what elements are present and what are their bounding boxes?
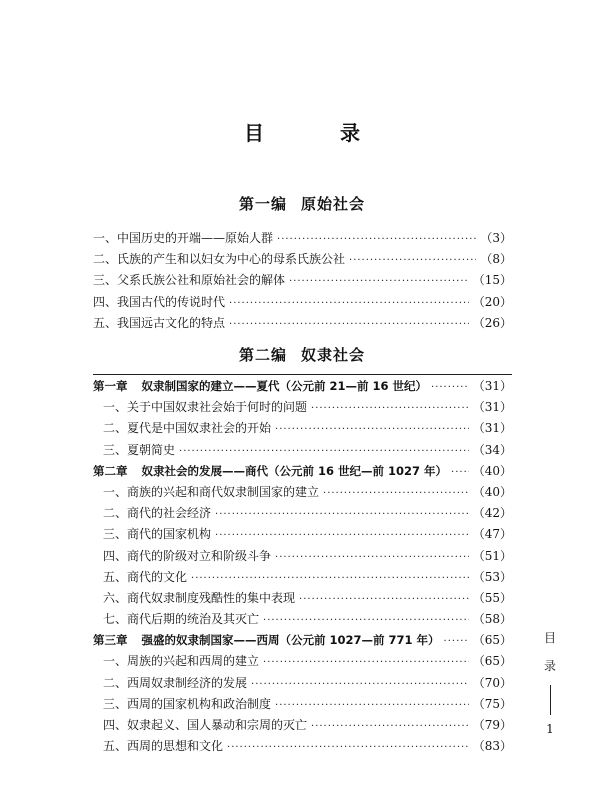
part1-name: 原始社会	[301, 195, 366, 213]
section-entry[interactable]: 二、商代的社会经济 ····· （42）	[93, 503, 512, 524]
page-title: 目 录	[244, 121, 388, 145]
section-entry[interactable]: 七、商代后期的统治及其灭亡 ····· （58）	[93, 609, 512, 630]
chapter-entry[interactable]: 第二章 奴隶社会的发展——商代（公元前 16 世纪—前 1027 年） ····· （40）	[93, 461, 512, 482]
toc-entry[interactable]: 四、我国古代的传说时代 ····· （20）	[93, 292, 512, 313]
part1-list	[93, 228, 512, 334]
part2-name: 奴隶社会	[301, 346, 366, 364]
section-entry[interactable]: 四、商代的阶级对立和阶级斗争 ····· （51）	[93, 546, 512, 567]
toc-entry[interactable]: 二、氏族的产生和以妇女为中心的母系氏族公社 ····· （8）	[93, 249, 512, 270]
section-entry[interactable]: 六、商代奴隶制度残酷性的集中表现 ····· （55）	[93, 588, 512, 609]
section-entry[interactable]: 三、夏朝简史 ····· （34）	[93, 440, 512, 461]
section-entry[interactable]: 一、关于中国奴隶社会始于何时的问题 ····· （31）	[93, 397, 512, 418]
part1-heading	[0, 193, 604, 214]
section-entry[interactable]: 五、商代的文化 ····· （53）	[93, 567, 512, 588]
toc-entry[interactable]: 五、我国远古文化的特点 ····· （26）	[93, 313, 512, 334]
section-entry[interactable]: 一、商族的兴起和商代奴隶制国家的建立 ····· （40）	[93, 482, 512, 503]
section-entry[interactable]: 四、奴隶起义、国人暴动和宗周的灭亡 ····· （79）	[93, 715, 512, 736]
section-entry[interactable]: 三、西周的国家机构和政治制度 ····· （75）	[93, 694, 512, 715]
section-entry[interactable]: 二、西周奴隶制经济的发展 ····· （70）	[93, 673, 512, 694]
page-number: 1	[546, 722, 554, 736]
side-running-head: 目 录	[543, 631, 556, 673]
toc-entry[interactable]: 三、父系氏族公社和原始社会的解体 ····· （15）	[93, 270, 512, 291]
section-entry[interactable]: 二、夏代是中国奴隶社会的开始 ····· （31）	[93, 418, 512, 439]
section-entry[interactable]: 五、西周的思想和文化 ····· （83）	[93, 736, 512, 757]
section-entry[interactable]: 一、周族的兴起和西周的建立 ····· （65）	[93, 651, 512, 672]
side-divider	[550, 685, 551, 715]
section-entry[interactable]: 三、商代的国家机构 ····· （47）	[93, 524, 512, 545]
chapter-entry[interactable]: 第一章 奴隶制国家的建立——夏代（公元前 21—前 16 世纪） ····· （31）	[93, 376, 512, 397]
part2-label: 第二编	[238, 346, 287, 364]
divider	[93, 374, 512, 375]
part2-list	[93, 376, 512, 757]
part1-label: 第一编	[238, 195, 287, 213]
toc-entry[interactable]: 一、中国历史的开端——原始人群 ····· （3）	[93, 228, 512, 249]
chapter-entry[interactable]: 第三章 强盛的奴隶制国家——西周（公元前 1027—前 771 年） ····· （65）	[93, 630, 512, 651]
part2-heading	[0, 344, 604, 365]
